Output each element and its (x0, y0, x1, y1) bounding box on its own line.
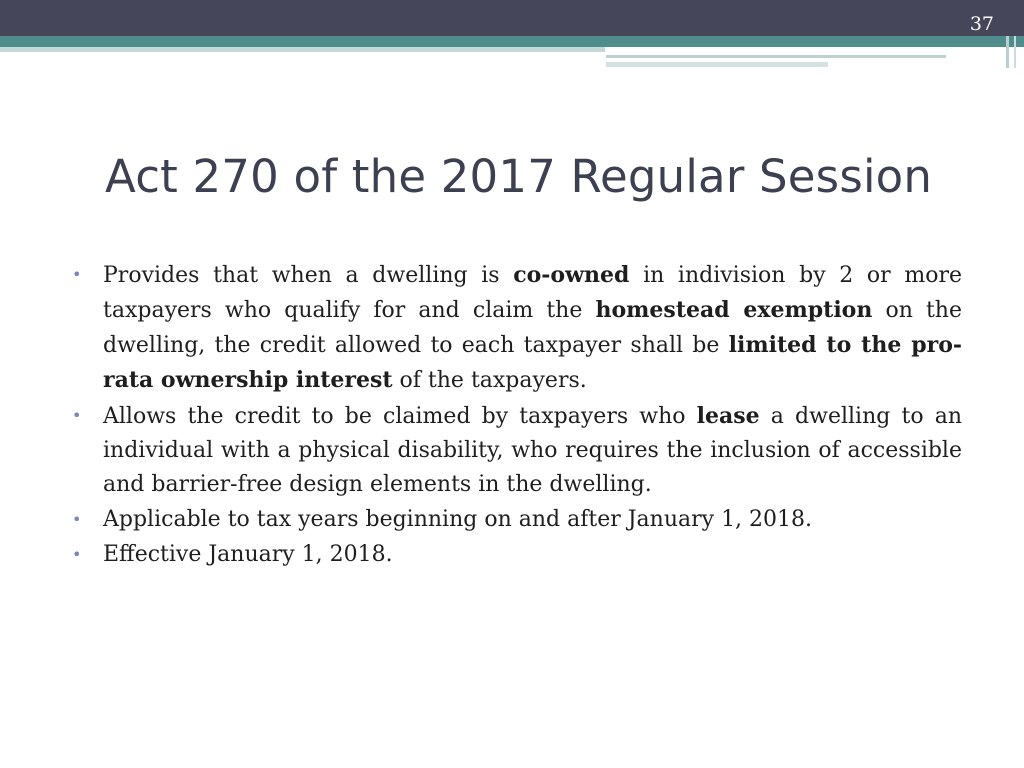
bullet-bold-text: lease (696, 403, 760, 429)
bullet-bold-text: co-owned (513, 262, 630, 288)
bullet-bold-text: limited to the pro-rata ownership interest (103, 332, 962, 393)
header-band-dark (0, 0, 1024, 36)
bullet-item-effective (70, 538, 962, 572)
bullet-item-applicable (70, 503, 962, 537)
bullet-text: in indivision by 2 or more taxpayers who qualify for and claim the (103, 263, 962, 323)
bullet-text: of the taxpayers. (392, 368, 587, 393)
header-vertical-rule (1006, 36, 1009, 68)
bullet-text: a dwelling to an individual with a physical disability, who requires the inclusion of accessible and barrier-free design elements in the dwelling. (103, 404, 962, 497)
slide-page-number: 37 (969, 13, 994, 35)
bullet-list (70, 258, 962, 573)
header-accent-line (606, 55, 946, 58)
bullet-item-coowned (70, 258, 962, 398)
bullet-text: Allows the credit to be claimed by taxpayers who (103, 404, 697, 429)
header-band-light (0, 47, 605, 52)
bullet-text: Provides that when a dwelling is (103, 263, 514, 288)
header-vertical-rule-secondary (1014, 36, 1016, 68)
bullet-dot-icon: • (72, 510, 82, 529)
header-band-teal (0, 36, 1024, 47)
header-accent-line-short (606, 62, 828, 67)
bullet-text: Applicable to tax years beginning on and after January 1, 2018. (103, 507, 813, 532)
bullet-dot-icon: • (72, 545, 82, 564)
bullet-text: Effective January 1, 2018. (103, 542, 393, 567)
slide-title: Act 270 of the 2017 Regular Session (105, 150, 933, 203)
bullet-bold-text: homestead exemption (595, 297, 873, 323)
bullet-item-lease (70, 399, 962, 502)
bullet-dot-icon: • (72, 265, 82, 284)
bullet-text: on the dwelling, the credit allowed to each taxpayer shall be (103, 298, 962, 358)
bullet-dot-icon: • (72, 406, 82, 425)
